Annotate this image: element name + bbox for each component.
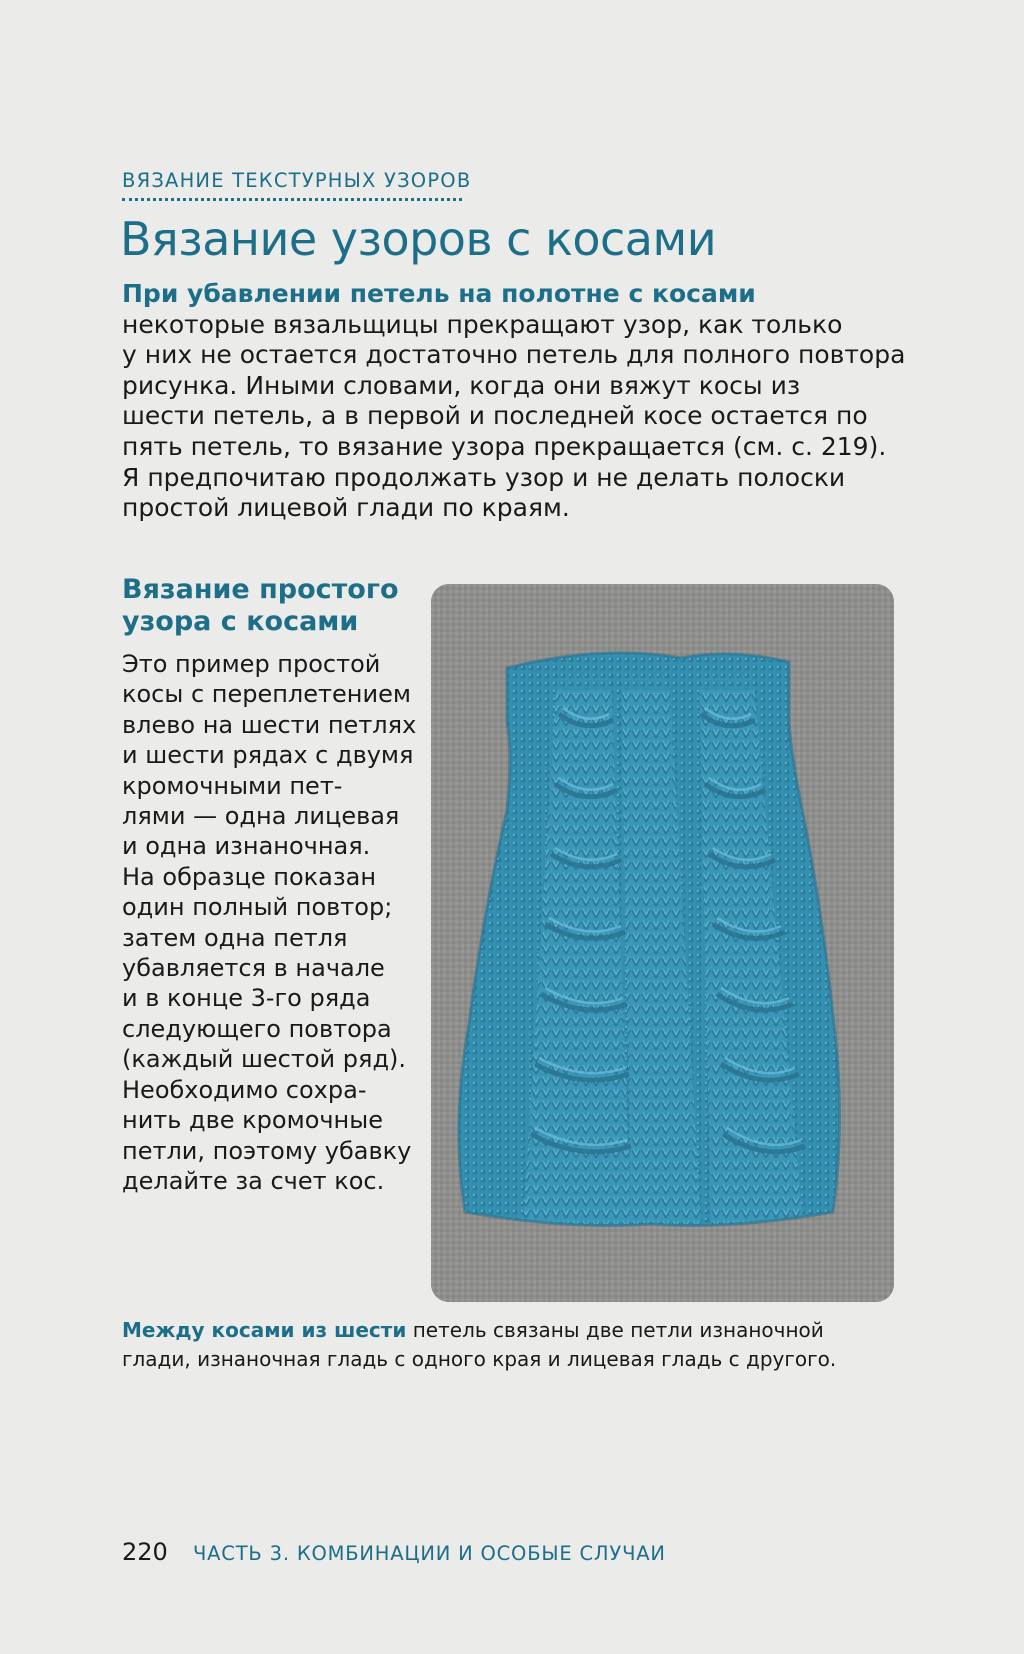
part-title: ЧАСТЬ 3. КОМБИНАЦИИ И ОСОБЫЕ СЛУЧАИ — [193, 1542, 666, 1565]
body-line: влево на шести петлях — [122, 710, 417, 739]
page-number: 220 — [122, 1538, 168, 1566]
caption-text: петель связаны две петли изнаночной — [412, 1318, 824, 1342]
body-line: Необходимо сохра- — [122, 1075, 367, 1104]
cable-swatch-image — [431, 584, 894, 1302]
subsection-title-line: Вязание простого — [122, 574, 399, 605]
intro-line: у них не остается достаточно петель для полного повтора — [122, 340, 906, 370]
knitted-swatch-photo — [431, 584, 894, 1302]
body-line: кромочными пет- — [122, 771, 343, 800]
dotted-divider — [122, 198, 462, 201]
body-line: один полный повтор; — [122, 893, 393, 922]
page-title: Вязание узоров с косами — [120, 212, 717, 266]
body-line: петли, поэтому убавку — [122, 1136, 412, 1165]
body-line: и в конце 3-го ряда — [122, 984, 371, 1013]
intro-line: шести петель, а в первой и последней косе остается по — [122, 401, 868, 431]
body-line: и шести рядах с двумя — [122, 741, 414, 770]
caption-lead: Между косами из шести — [122, 1318, 407, 1342]
intro-line: Я предпочитаю продолжать узор и не делать полоски — [122, 462, 846, 492]
body-line: На образце показан — [122, 862, 377, 891]
intro-line: рисунка. Иными словами, когда они вяжут косы из — [122, 370, 801, 400]
caption-line: глади, изнаночная гладь с одного края и лицевая гладь с другого. — [122, 1346, 837, 1371]
intro-line: пять петель, то вязание узора прекращается (см. с. 219). — [122, 431, 887, 461]
body-line: лями — одна лицевая — [122, 802, 400, 831]
body-line: нить две кромочные — [122, 1106, 383, 1135]
intro-paragraph — [122, 279, 906, 524]
intro-lead: При убавлении петель на полотне с косами — [122, 279, 756, 308]
body-line: убавляется в начале — [122, 954, 385, 983]
body-line: (каждый шестой ряд). — [122, 1045, 407, 1074]
subsection-title — [122, 574, 399, 638]
body-line: косы с переплетением — [122, 680, 411, 709]
body-line: затем одна петля — [122, 923, 348, 952]
section-label: ВЯЗАНИЕ ТЕКСТУРНЫХ УЗОРОВ — [122, 169, 472, 192]
body-line: делайте за счет кос. — [122, 1166, 385, 1195]
body-line: и одна изнаночная. — [122, 832, 371, 861]
body-line: Это пример простой — [122, 650, 381, 678]
intro-line: простой лицевой глади по краям. — [122, 493, 570, 523]
caption-line — [122, 1316, 902, 1345]
photo-caption — [122, 1316, 902, 1373]
subsection-title-line: узора с косами — [122, 606, 359, 637]
subsection-body — [122, 649, 422, 1196]
intro-line: некоторые вязальщицы прекращают узор, как только — [122, 309, 843, 339]
body-line: следующего повтора — [122, 1014, 392, 1043]
